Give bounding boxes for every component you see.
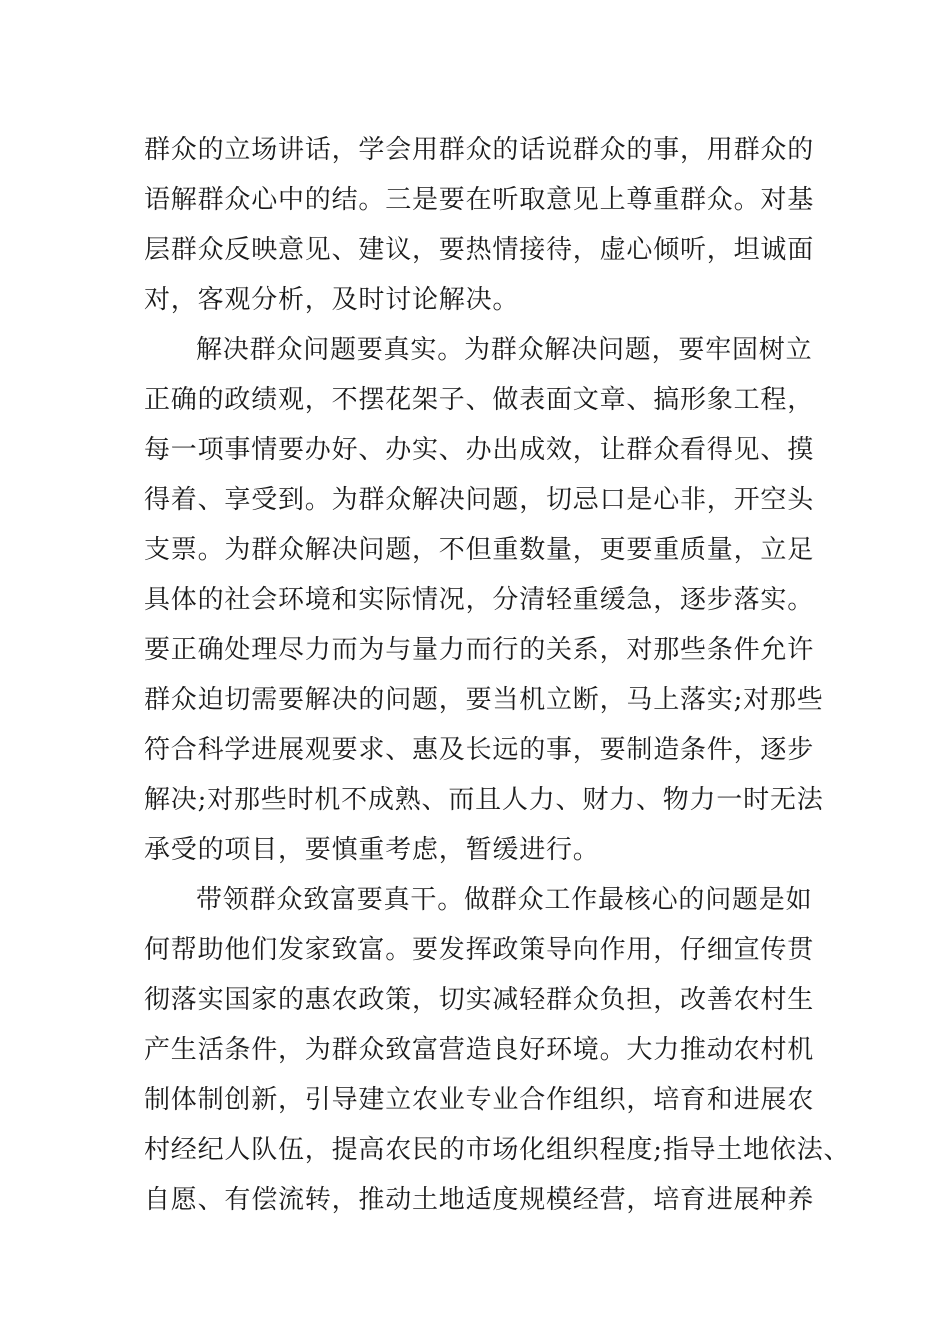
text-line: 制体制创新，引导建立农业专业合作组织，培育和进展农 [144,1085,815,1115]
text-line: 支票。为群众解决问题，不但重数量，更要重质量，立足 [144,535,815,565]
text-line: 正确的政绩观，不摆花架子、做表面文章、搞形象工程， [144,385,815,415]
paragraph-first-line: 带领群众致富要真干。做群众工作最核心的问题是如 [196,885,813,915]
text-line: 群众的立场讲话，学会用群众的话说群众的事，用群众的 [144,135,815,165]
text-line: 何帮助他们发家致富。要发挥政策导向作用，仔细宣传贯 [144,935,815,965]
text-line: 自愿、有偿流转，推动土地适度规模经营，培育进展种养 [144,1185,815,1215]
text-line: 对，客观分析，及时讨论解决。 [144,285,520,315]
text-line: 符合科学进展观要求、惠及长远的事，要制造条件，逐步 [144,735,815,765]
text-line: 承受的项目，要慎重考虑，暂缓进行。 [144,835,600,865]
text-line: 具体的社会环境和实际情况，分清轻重缓急，逐步落实。 [144,585,815,615]
text-line: 语解群众心中的结。三是要在听取意见上尊重群众。对基 [144,185,815,215]
text-line: 解决;对那些时机不成熟、而且人力、财力、物力一时无法 [144,785,824,815]
text-line: 产生活条件，为群众致富营造良好环境。大力推动农村机 [144,1035,815,1065]
text-line: 要正确处理尽力而为与量力而行的关系，对那些条件允许 [144,635,815,665]
text-line: 层群众反映意见、建议，要热情接待，虚心倾听，坦诚面 [144,235,815,265]
text-line: 群众迫切需要解决的问题，要当机立断，马上落实;对那些 [144,685,824,715]
text-line: 得着、享受到。为群众解决问题，切忌口是心非，开空头 [144,485,815,515]
text-line: 每一项事情要办好、办实、办出成效，让群众看得见、摸 [144,435,815,465]
text-line: 彻落实国家的惠农政策，切实减轻群众负担，改善农村生 [144,985,815,1015]
text-line: 村经纪人队伍，提高农民的市场化组织程度;指导土地依法、 [144,1135,851,1165]
paragraph-first-line: 解决群众问题要真实。为群众解决问题，要牢固树立 [196,335,813,365]
